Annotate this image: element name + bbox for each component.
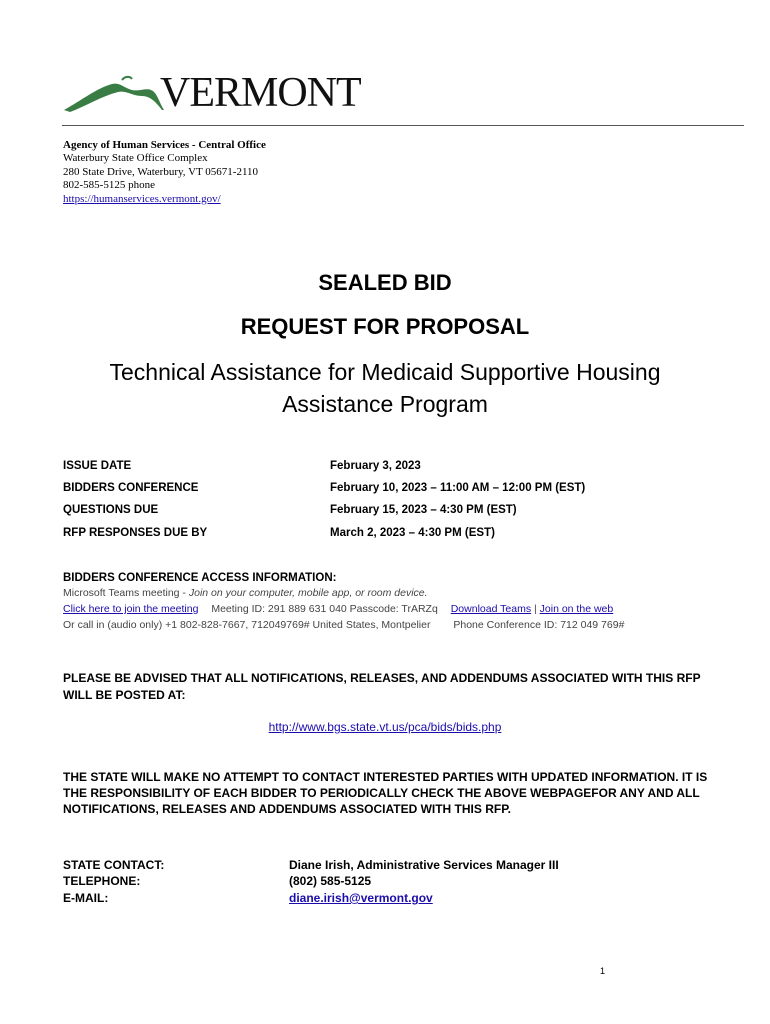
- call-in-line: [63, 619, 624, 631]
- issue-date-label: ISSUE DATE: [63, 460, 132, 472]
- header-divider: [62, 125, 744, 126]
- teams-label: Microsoft Teams meeting -: [63, 587, 189, 599]
- telephone-value: (802) 585-5125: [289, 874, 372, 888]
- agency-name: Agency of Human Services - Central Office: [63, 139, 266, 151]
- address-line-2: 280 State Drive, Waterbury, VT 05671-2110: [63, 165, 259, 178]
- responsibility-notice: THE STATE WILL MAKE NO ATTEMPT TO CONTACT INTERESTED PARTIES WITH UPDATED INFORMATION. IT IS THE RESPONSIBILITY OF EACH BIDDER TO PERIODICALLY CHECK THE ABOVE WEBPAGEFOR ANY AND ALL NOTIFICATIONS, RELEASES AND ADDENDUMS ASSOCIATED WITH THIS RFP.: [63, 770, 708, 816]
- issue-date-value: February 3, 2023: [330, 460, 421, 472]
- sealed-bid-title: SEALED BID: [318, 270, 452, 295]
- phone-conference-id: Phone Conference ID: 712 049 769#: [453, 619, 625, 631]
- page-number: 1: [600, 966, 606, 976]
- meeting-links-line: [63, 603, 613, 615]
- call-in-number: Or call in (audio only) +1 802-828-7667, 712049769# United States, Montpelier: [63, 619, 431, 631]
- vermont-wordmark: VERMONT: [160, 70, 361, 116]
- subject-line-2: Assistance Program: [282, 391, 488, 417]
- link-separator: |: [534, 603, 537, 615]
- bids-url-link[interactable]: http://www.bgs.state.vt.us/pca/bids/bids.php: [268, 720, 502, 734]
- bids-url-link-wrap: [0, 720, 770, 734]
- teams-note: Join on your computer, mobile app, or room device.: [188, 587, 428, 599]
- agency-website-link[interactable]: https://humanservices.vermont.gov/: [63, 192, 221, 205]
- questions-due-label: QUESTIONS DUE: [63, 504, 159, 516]
- meeting-id: Meeting ID: 291 889 631 040 Passcode: TrARZq: [211, 603, 438, 615]
- conference-access-heading: BIDDERS CONFERENCE ACCESS INFORMATION:: [63, 572, 337, 584]
- responses-due-value: March 2, 2023 – 4:30 PM (EST): [330, 527, 495, 539]
- download-teams-link[interactable]: Download Teams: [450, 603, 532, 615]
- mountain-icon: [64, 77, 164, 112]
- subject-line-1: Technical Assistance for Medicaid Supportive Housing: [109, 359, 661, 385]
- bidders-conference-label: BIDDERS CONFERENCE: [63, 482, 199, 494]
- questions-due-value: February 15, 2023 – 4:30 PM (EST): [330, 504, 517, 516]
- join-web-link[interactable]: Join on the web: [539, 603, 614, 615]
- responses-due-label: RFP RESPONSES DUE BY: [63, 527, 208, 539]
- rfp-title: REQUEST FOR PROPOSAL: [240, 314, 530, 339]
- telephone-label: TELEPHONE:: [63, 874, 141, 888]
- state-contact-value: Diane Irish, Administrative Services Manager III: [289, 858, 559, 872]
- rfp-subject: [70, 356, 700, 420]
- email-link[interactable]: diane.irish@vermont.gov: [289, 891, 433, 905]
- posting-notice: PLEASE BE ADVISED THAT ALL NOTIFICATIONS, RELEASES, AND ADDENDUMS ASSOCIATED WITH THIS RFP WILL BE POSTED AT:: [63, 671, 701, 702]
- agency-phone: 802-585-5125 phone: [63, 179, 155, 192]
- join-meeting-link[interactable]: Click here to join the meeting: [63, 603, 199, 615]
- email-label: E-MAIL:: [63, 891, 109, 905]
- bidders-conference-value: February 10, 2023 – 11:00 AM – 12:00 PM (EST): [330, 482, 586, 494]
- state-contact-label: STATE CONTACT:: [63, 858, 165, 872]
- teams-meeting-line: [63, 587, 428, 599]
- address-line-1: Waterbury State Office Complex: [63, 152, 208, 165]
- agency-address: [63, 139, 266, 206]
